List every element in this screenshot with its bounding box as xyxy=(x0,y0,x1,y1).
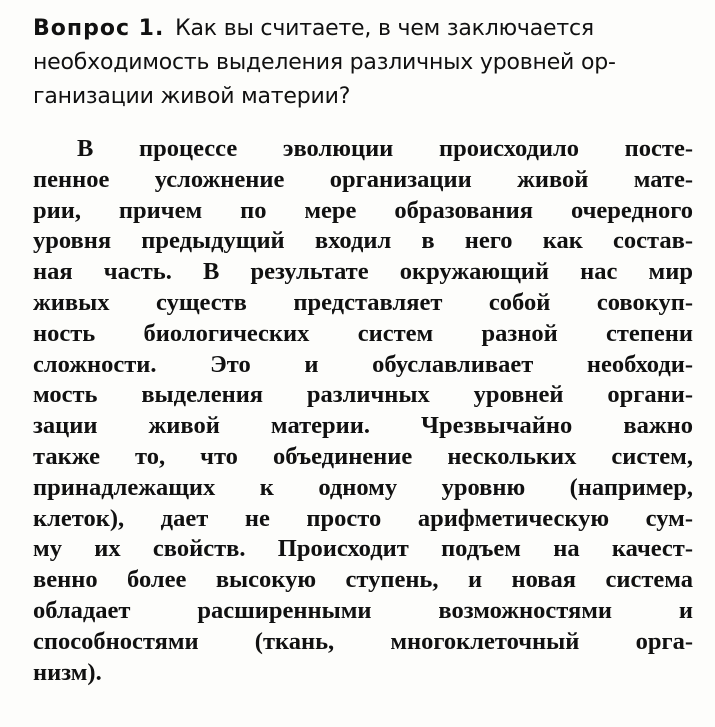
answer-line: обладает расширенными возможностями и xyxy=(33,596,693,624)
answer-line: мость выделения различных уровней органи- xyxy=(33,381,693,409)
question-text-line: Как вы считаете, в чем заключается xyxy=(175,16,594,41)
answer-line: уровня предыдущий входил в него как состав- xyxy=(33,227,693,255)
question-text-line: ганизации живой материи? xyxy=(33,84,351,109)
answer-line: зации живой материи. Чрезвычайно важно xyxy=(33,412,693,440)
question-label: Вопрос 1. xyxy=(33,16,165,41)
answer-line: способностями (ткань, многоклеточный орга- xyxy=(33,627,693,655)
question-block xyxy=(33,12,693,114)
answer-line: также то, что объединение нескольких систем, xyxy=(33,442,693,470)
answer-line: сложности. Это и обуславливает необходи- xyxy=(33,350,693,378)
answer-line: ная часть. В результате окружающий нас мир xyxy=(33,258,693,286)
answer-line: принадлежащих к одному уровню (например, xyxy=(33,473,693,501)
answer-line: клеток), дает не просто арифметическую сум- xyxy=(33,504,693,532)
answer-line: В процессе эволюции происходило посте- xyxy=(77,135,693,162)
answer-line: венно более высокую ступень, и новая система xyxy=(33,566,693,594)
answer-line: живых существ представляет собой совокуп- xyxy=(33,288,693,316)
answer-line: му их свойств. Происходит подъем на качест- xyxy=(33,535,693,563)
answer-line: низм). xyxy=(33,658,102,686)
question-line-1 xyxy=(33,12,693,46)
answer-line: рии, причем по мере образования очередного xyxy=(33,196,693,224)
question-text-line: необходимость выделения различных уровней ор- xyxy=(33,50,616,75)
answer-block xyxy=(33,134,693,688)
answer-line: пенное усложнение организации живой мате- xyxy=(33,165,693,193)
answer-line: ность биологических систем разной степени xyxy=(33,319,693,347)
